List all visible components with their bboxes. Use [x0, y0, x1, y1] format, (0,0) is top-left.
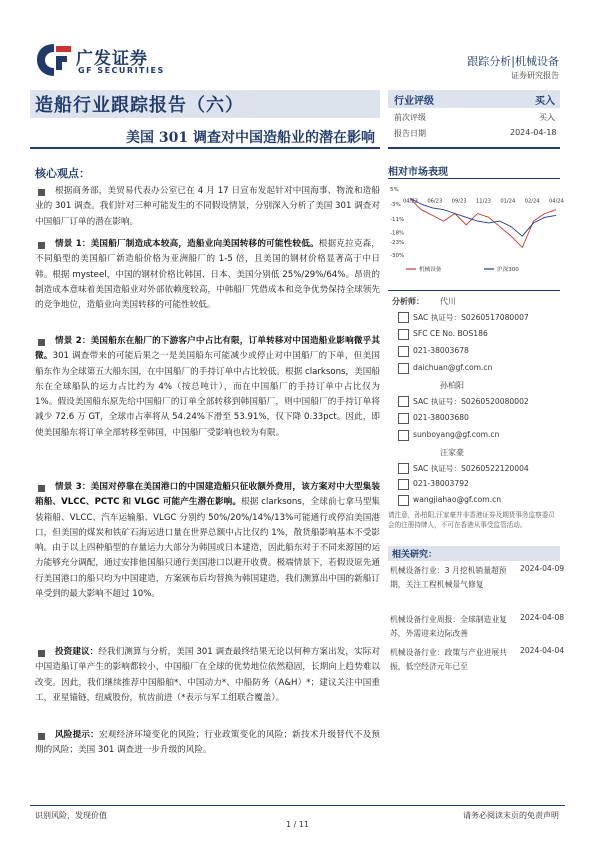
- para-lead: 风险提示：: [55, 730, 99, 740]
- doc-type: 证券研究报告: [511, 71, 559, 80]
- y-tick-label: -18%: [390, 230, 405, 237]
- related-item-title[interactable]: 机械设备行业：政策与产业进展共振，低空经济元年已至: [390, 648, 507, 671]
- analyst-sfc: SFC CE No. BOS186: [413, 329, 488, 338]
- core-heading: 核心观点：: [35, 167, 90, 180]
- para-lead: 投资建议：: [55, 647, 99, 657]
- related-item-date: 2024-04-08: [520, 613, 565, 622]
- footer-divider: [30, 805, 565, 806]
- page-number: 1 / 11: [285, 820, 310, 829]
- gf-logo-icon: [35, 42, 73, 78]
- rating-divider: [388, 147, 560, 149]
- related-item-date: 2024-04-09: [520, 564, 565, 573]
- email-icon: [398, 430, 409, 441]
- x-tick-label: 11/23: [476, 198, 491, 205]
- x-tick-label: 06/23: [427, 198, 443, 205]
- company-name-cn: 广发证券: [76, 49, 148, 69]
- legend-label: 沪深300: [497, 267, 519, 273]
- para-text: 根据克拉克森，不同船型的美国船厂新造船价格为亚洲船厂的 1-5 倍，且美国的钢材价格显著高于中日韩。根据 mysteel，中国的钢材价格比韩国、日本、美国分别低 25%/29%/64%。昂贵的制造成本意味着美国造船业对外部依赖度较高，中韩船厂凭借成本和竞争优势保持全球领先的竞争地位，造船业向美国转移的可能性较低。: [35, 239, 380, 311]
- report-date-value: 2024-04-18: [510, 128, 557, 137]
- analyst-label: 分析师：: [392, 297, 424, 306]
- analyst-phone: 021-38003678: [413, 346, 469, 355]
- para-lead: 情景 3：美国对停靠在美国港口的中国建造船只征收额外费用，该方案对中大型集装箱船、VLCC、PCTC 和 VLGC 可能产生潜在影响。: [35, 482, 380, 508]
- phone-icon: [398, 413, 409, 424]
- x-tick-label: 04/23: [403, 198, 418, 205]
- y-tick-label: 5%: [390, 187, 399, 193]
- para-text: 根据商务部，美贸易代表办公室已在 4 月 17 日宣布发起针对中国海事、物流和造船业的 301 调查。我们针对三种可能发生的不同假设情景，分别深入分析了美国 301 调查对中国船厂订单的潜在影响。: [35, 186, 380, 227]
- para-lead: 情景 2：美国船东在船厂的下游客户中占比有限，订单转移对中国造船业影响微乎其微。: [35, 336, 380, 362]
- analyst-name: 代川: [440, 297, 456, 306]
- prev-rating-label: 前次评级: [394, 113, 426, 122]
- para-text: 宏观经济环境变化的风险；行业政策变化的风险；新技术升级替代不及预期的风险；美国 301 调查进一步升级的风险。: [35, 730, 380, 756]
- core-paragraph-scenario2: [35, 334, 380, 441]
- analyst-name: 汪家豪: [440, 448, 464, 457]
- footer-disclaimer: 请务必阅读末页的免责声明: [463, 811, 559, 820]
- y-tick-label: -3%: [390, 202, 401, 209]
- y-tick-label: -11%: [390, 217, 405, 224]
- related-item-date: 2024-04-04: [520, 646, 565, 655]
- para-text: 301 调查带来的可能后果之一是美国船东可能减少或停止对中国船厂的下单，但美国船东作为全球第五大船东国，在中国船厂的手持订单中占比较低。根据 clarksons，美国船东在全球船队的运力占比约为 4%（按总吨计），而在中国船厂的手持订单中占比仅为 1%。假设美国船东原先给中国船厂的订单全部转移到韩国船厂，则中国船厂的手持订单将减少 72.6 万 GT，全球市占率将从 54.24%下滑至 53.91%，仅下降 0.33pct。因此，即使美国船东将订单全部转移至韩国，中国船厂受影响也较为有限。: [35, 351, 380, 438]
- related-item-title[interactable]: 机械设备行业：3 月挖机销量超预期，关注工程机械景气修复: [390, 566, 507, 589]
- report-subtitle: 美国 301 调查对中国造船业的潜在影响: [126, 130, 375, 146]
- core-paragraph-risk: [35, 728, 380, 759]
- email-icon: [398, 363, 409, 374]
- report-date-label: 报告日期: [394, 129, 426, 138]
- x-tick-label: 04/24: [549, 198, 564, 205]
- prev-rating-value: 买入: [539, 113, 555, 122]
- core-paragraph-investment: [35, 645, 380, 706]
- core-paragraph-scenario1: [35, 237, 380, 313]
- para-lead: 情景 1：美国船厂制造成本较高，造船业向美国转移的可能性较低。: [55, 239, 319, 249]
- id-card-icon: [398, 396, 409, 407]
- related-heading: 相关研究：: [392, 550, 438, 560]
- license-note: 请注意，孙柏阳,汪家豪并非香港证券及期货事务监察委员会的注册持牌人，不可在香港从事受监管活动。: [388, 511, 555, 529]
- core-paragraph-scenario3: [35, 480, 380, 602]
- rating-label: 行业评级: [394, 96, 434, 107]
- para-text: 经我们测算与分析，美国 301 调查最终结果无论以何种方案出发，实际对中国造船订单产生的影响都较小，中国船厂在全球的优势地位依然稳固，长期向上趋势难以改变。因此，我们继续推荐中国船舶*、中国动力*、中船防务（A&H）*；建议关注中国重工，亚星锚链，纽威股份，杭齿前进（*表示与军工组联合覆盖）。: [35, 647, 380, 703]
- title-divider: [30, 147, 380, 149]
- email-icon: [398, 495, 409, 506]
- report-title: 造船行业跟踪报告（六）: [35, 95, 244, 116]
- analyst-email[interactable]: wangjiahao@gf.com.cn: [413, 495, 502, 504]
- phone-icon: [398, 346, 409, 357]
- related-item-title[interactable]: 机械设备行业周报：全球制造业复苏，外需迎来边际改善: [390, 615, 507, 638]
- analyst-phone: 021-38003792: [413, 479, 469, 488]
- analyst-name: 孙柏阳: [440, 381, 464, 390]
- report-category: 跟踪分析|机械设备: [467, 55, 559, 68]
- analyst-sac: SAC 执证号：S0260522120004: [413, 464, 529, 473]
- analyst-email[interactable]: sunboyang@gf.com.cn: [413, 430, 500, 439]
- company-name-en: GF SECURITIES: [78, 66, 165, 75]
- market-chart-heading: 相对市场表现: [388, 167, 448, 178]
- footer-slogan: 识别风险，发现价值: [35, 811, 107, 820]
- relative-performance-chart: [388, 183, 564, 278]
- chart-heading-divider: [388, 178, 560, 179]
- legend-label: 机械设备: [419, 267, 442, 273]
- analyst-email[interactable]: daichuan@gf.com.cn: [413, 363, 493, 372]
- analyst-sac: SAC 执证号：S0260517080007: [413, 313, 529, 322]
- id-card-icon: [398, 329, 409, 340]
- y-tick-label: -30%: [390, 253, 405, 259]
- analyst-sac: SAC 执证号：S0260520080002: [413, 397, 529, 406]
- x-tick-label: 01/24: [500, 198, 516, 205]
- core-paragraph-intro: [35, 184, 380, 230]
- x-tick-label: 09/23: [451, 198, 467, 205]
- para-text: 根据 clarksons，全球前七拿马型集装箱船、VLCC、汽车运输船、VLGC 分别约 50%/20%/14%/13%可能通行或停泊美国港口，但美国的煤炭和铁矿石海运进口量在世界总额中占比仅约 1%，散货船影响基本不受影响。由于以上四种船型的存量运力大部分为韩国或日本建造，因此船东对于不同来源国的运力能够充分调配，通过安排他国船只通行美国港口以避开收费。极端情景下，若假设原先通行美国港口的船只均为中国建造，方案颁布后均替换为韩国建造，我们测算出中国的新船订单受到的最大影响不超过 10%。: [35, 497, 380, 600]
- phone-icon: [398, 479, 409, 490]
- rating-value: 买入: [535, 96, 555, 107]
- id-card-icon: [398, 463, 409, 474]
- id-card-icon: [398, 312, 409, 323]
- x-tick-label: 02/24: [524, 198, 540, 205]
- y-tick-label: -23%: [390, 239, 405, 246]
- analyst-phone: 021-38003680: [413, 413, 469, 422]
- analyst-divider: [388, 290, 560, 291]
